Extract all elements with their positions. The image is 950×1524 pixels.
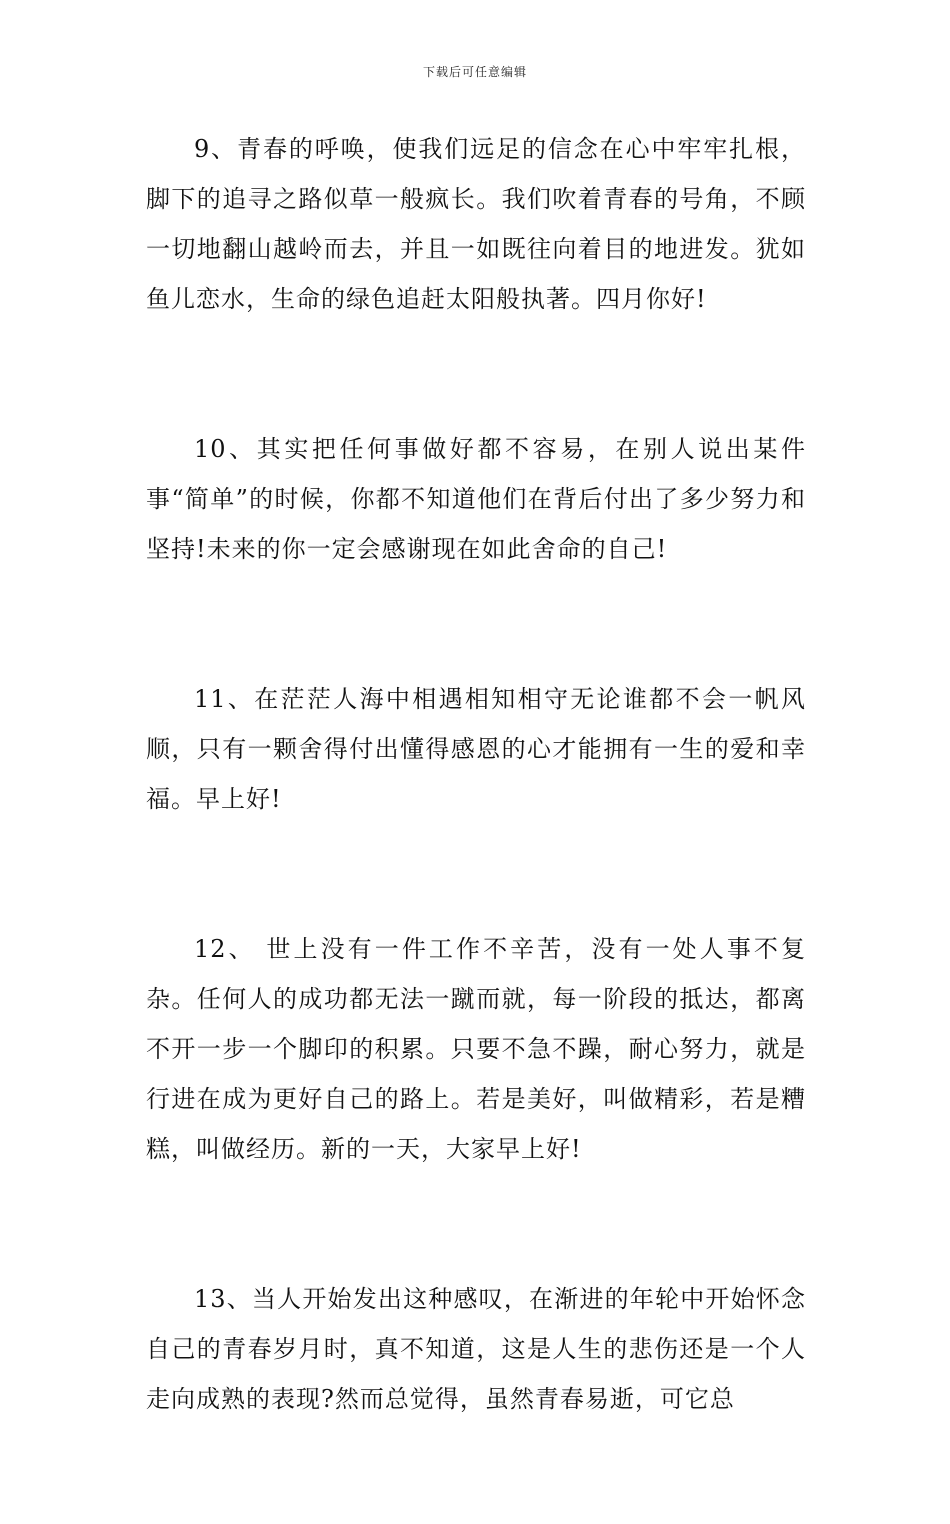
paragraph-13: 13、当人开始发出这种感叹，在渐进的年轮中开始怀念自己的青春岁月时，真不知道，这是人生的悲伤还是一个人走向成熟的表现?然而总觉得，虽然青春易逝，可它总 [146,1285,806,1413]
document-body [146,124,806,1524]
page-header: 下载后可任意编辑 [422,65,527,79]
paragraph-11: 11、在茫茫人海中相遇相知相守无论谁都不会一帆风顺，只有一颗舍得付出懂得感恩的心才能拥有一生的爱和幸福。早上好! [146,685,806,813]
paragraph-9: 9、青春的呼唤，使我们远足的信念在心中牢牢扎根，脚下的追寻之路似草一般疯长。我们吹着青春的号角，不顾一切地翻山越岭而去，并且一如既往向着目的地进发。犹如鱼儿恋水，生命的绿色追赶太阳般执著。四月你好! [146,135,806,313]
paragraph-12: 12、 世上没有一件工作不辛苦，没有一处人事不复杂。任何人的成功都无法一蹴而就，每一阶段的抵达，都离不开一步一个脚印的积累。只要不急不躁，耐心努力，就是行进在成为更好自己的路上。若是美好，叫做精彩，若是糟糕，叫做经历。新的一天，大家早上好! [146,935,806,1163]
paragraph-10: 10、其实把任何事做好都不容易，在别人说出某件事“简单”的时候，你都不知道他们在背后付出了多少努力和坚持!未来的你一定会感谢现在如此舍命的自己! [146,435,806,563]
